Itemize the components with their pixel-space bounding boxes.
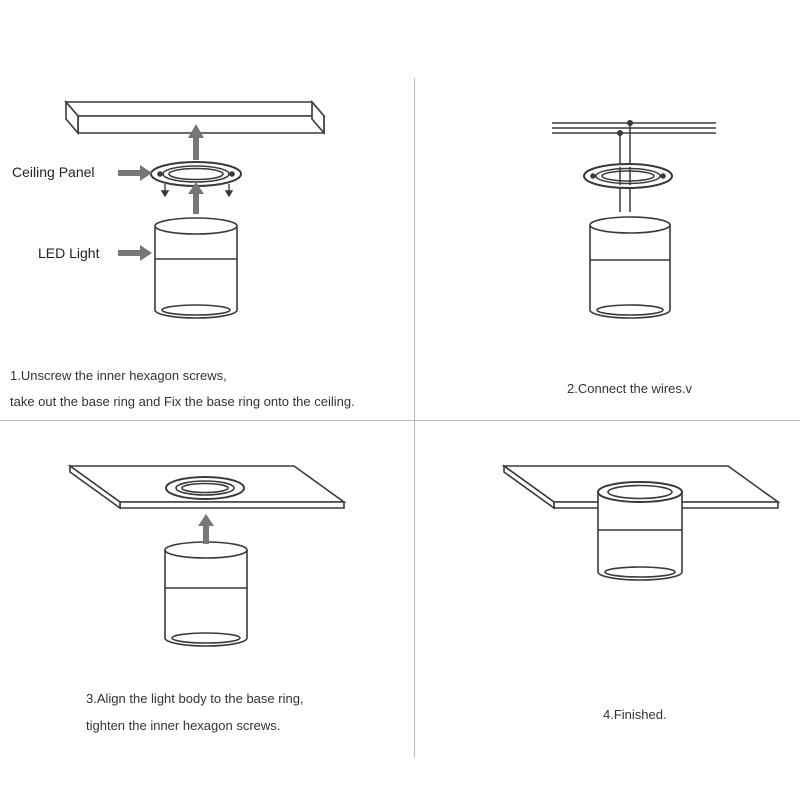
step2-ceiling-wires [552,121,716,136]
step4-figure [504,466,778,580]
step3-led-light [165,542,247,646]
label-ceiling-panel: Ceiling Panel [12,164,95,180]
step2-figure [552,121,716,318]
step4-caption: 4.Finished. [603,707,667,722]
step3-base-ring [166,477,244,499]
step1-led-light [155,218,237,318]
label-led-light: LED Light [38,245,100,261]
step1-caption-line2: take out the base ring and Fix the base ring onto the ceiling. [10,394,355,409]
step4-led-light-mounted [598,482,682,580]
step3-arrow [198,514,214,544]
step3-figure [70,466,344,646]
step3-caption-line2: tighten the inner hexagon screws. [86,718,281,733]
step3-caption-line1: 3.Align the light body to the base ring, [86,691,304,706]
step2-led-light [590,217,670,318]
step2-base-ring [584,164,672,188]
step1-caption-line1: 1.Unscrew the inner hexagon screws, [10,368,227,383]
step2-caption: 2.Connect the wires.v [567,381,693,396]
